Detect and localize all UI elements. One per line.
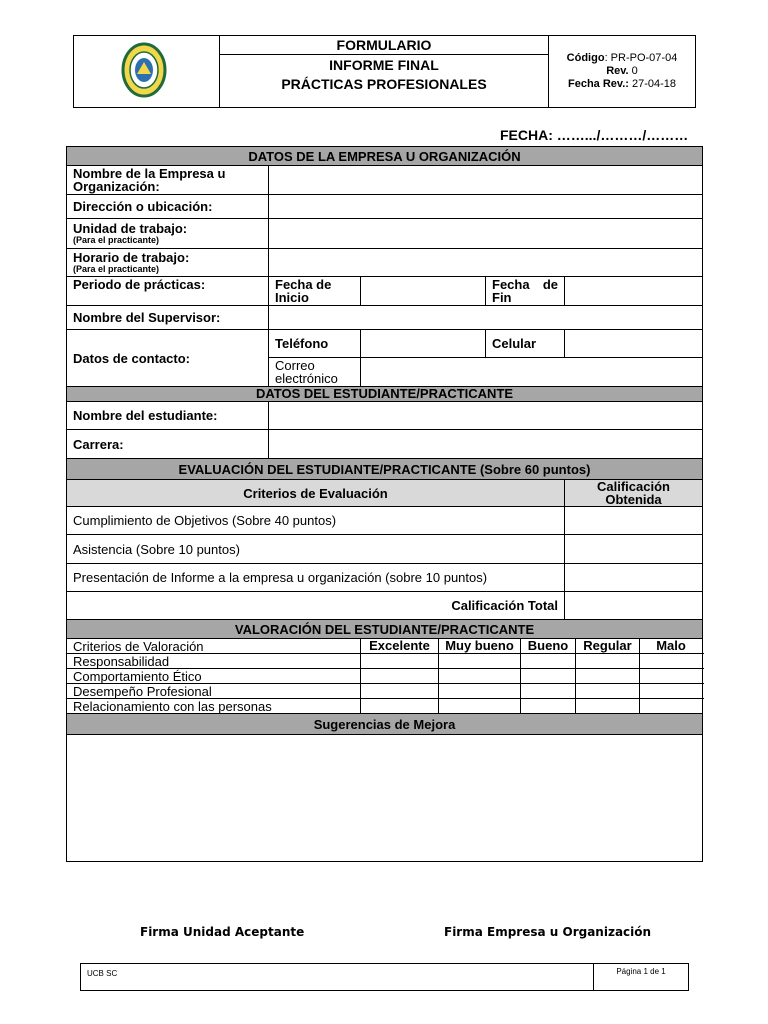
periodo-label: Periodo de prácticas: (67, 277, 269, 306)
rating-cell[interactable] (576, 669, 640, 683)
estudiante-nombre-label: Nombre del estudiante: (67, 402, 269, 430)
rating-cell[interactable] (439, 654, 521, 668)
rating-cell[interactable] (361, 669, 439, 683)
contacto-label: Datos de contacto: (67, 330, 269, 387)
rating-cell[interactable] (361, 654, 439, 668)
rating-cell[interactable] (576, 699, 640, 713)
valoracion-columns-row (361, 639, 702, 653)
fecha-fin-field[interactable] (565, 277, 703, 306)
valoracion-row-cells (361, 699, 703, 714)
rev-line (549, 65, 695, 78)
sugerencias-field[interactable] (67, 735, 703, 862)
university-seal-logo (121, 42, 167, 98)
empresa-section-header: DATOS DE LA EMPRESA U ORGANIZACIÓN (67, 147, 703, 166)
rating-cell[interactable] (576, 684, 640, 698)
fecha-inicio-field[interactable] (361, 277, 486, 306)
rating-cell[interactable] (521, 699, 576, 713)
criterio-presentacion: Presentación de Informe a la empresa u organización (sobre 10 puntos) (67, 564, 565, 592)
criterio-objetivos: Cumplimiento de Objetivos (Sobre 40 puntos) (67, 507, 565, 535)
correo-label: Correo electrónico (269, 358, 361, 387)
date-rev-value: 27-04-18 (628, 78, 677, 90)
col-excelente: Excelente (361, 639, 439, 653)
col-malo: Malo (656, 638, 686, 653)
rating-cell[interactable] (361, 699, 439, 713)
form-subtitle-line2: PRÁCTICAS PROFESIONALES (281, 76, 487, 92)
telefono-label: Teléfono (269, 330, 361, 358)
horario-trabajo-field[interactable] (269, 249, 703, 277)
direccion-field[interactable] (269, 195, 703, 219)
rating-cell[interactable] (640, 669, 702, 683)
calificacion-total-field[interactable] (565, 592, 703, 620)
unidad-trabajo-field[interactable] (269, 219, 703, 249)
rating-cell[interactable] (361, 684, 439, 698)
valoracion-relacionamiento: Relacionamiento con las personas (67, 699, 361, 714)
calificacion-total-label: Calificación Total (67, 592, 565, 620)
valoracion-responsabilidad: Responsabilidad (67, 654, 361, 669)
rating-cell[interactable] (439, 669, 521, 683)
valoracion-desempeno: Desempeño Profesional (67, 684, 361, 699)
criterio-asistencia: Asistencia (Sobre 10 puntos) (67, 535, 565, 564)
firma-empresa: Firma Empresa u Organización (444, 925, 652, 939)
correo-field[interactable] (361, 358, 703, 387)
valoracion-row-cells (361, 684, 703, 699)
fecha-fin-label: Fecha de Fin (486, 277, 565, 306)
report-form-table (66, 146, 703, 862)
col-bueno: Bueno (521, 639, 576, 653)
unidad-trabajo-note: (Para el practicante) (73, 234, 160, 245)
carrera-field[interactable] (269, 430, 703, 459)
rating-cell[interactable] (576, 654, 640, 668)
criterios-valoracion-header: Criterios de Valoración (67, 639, 361, 654)
celular-field[interactable] (565, 330, 703, 358)
empresa-nombre-field[interactable] (269, 166, 703, 195)
form-type-title: FORMULARIO (220, 36, 548, 55)
horario-trabajo-note: (Para el practicante) (73, 263, 160, 274)
estudiante-section-header: DATOS DEL ESTUDIANTE/PRACTICANTE (67, 387, 703, 402)
code-line (549, 52, 695, 65)
horario-trabajo-label: Horario de trabajo: (73, 249, 190, 265)
unidad-trabajo-cell (67, 219, 269, 249)
code-value: : PR-PO-07-04 (604, 52, 678, 64)
footer-page-number: Página 1 de 1 (593, 964, 688, 990)
document-header (73, 35, 696, 108)
fecha-inicio-label: Fecha de Inicio (269, 277, 361, 306)
rating-cell[interactable] (640, 699, 702, 713)
valoracion-row-cells (361, 654, 703, 669)
valoracion-section-header: VALORACIÓN DEL ESTUDIANTE/PRACTICANTE (67, 620, 703, 639)
rating-cell[interactable] (521, 669, 576, 683)
calificacion-presentacion-field[interactable] (565, 564, 703, 592)
empresa-nombre-label: Nombre de la Empresa u Organización: (67, 166, 269, 195)
title-cell (220, 36, 549, 107)
horario-trabajo-cell (67, 249, 269, 277)
rating-cell[interactable] (640, 684, 702, 698)
valoracion-comportamiento: Comportamiento Ético (67, 669, 361, 684)
rating-cell[interactable] (439, 684, 521, 698)
carrera-label: Carrera: (67, 430, 269, 459)
rating-cell[interactable] (640, 654, 702, 668)
rating-cell[interactable] (521, 654, 576, 668)
firma-unidad-aceptante: Firma Unidad Aceptante (140, 925, 305, 939)
code-label: Código (566, 52, 605, 64)
rev-label: Rev. (606, 65, 629, 77)
calificacion-asistencia-field[interactable] (565, 535, 703, 564)
unidad-trabajo-label: Unidad de trabajo: (73, 220, 188, 236)
valoracion-row-cells (361, 669, 703, 684)
col-regular: Regular (576, 639, 640, 653)
estudiante-nombre-field[interactable] (269, 402, 703, 430)
supervisor-field[interactable] (269, 306, 703, 330)
form-subtitle-line1: INFORME FINAL (329, 57, 439, 73)
sugerencias-section-header: Sugerencias de Mejora (67, 714, 703, 735)
rev-value: 0 (628, 65, 638, 77)
valoracion-columns (361, 639, 703, 654)
fecha-field[interactable]: FECHA: …….../………/……… (500, 127, 689, 143)
rating-cell[interactable] (439, 699, 521, 713)
rating-cell[interactable] (521, 684, 576, 698)
date-rev-line (549, 78, 695, 91)
supervisor-label: Nombre del Supervisor: (67, 306, 269, 330)
logo-cell (74, 36, 220, 107)
footer-org: UCB SC (87, 969, 118, 978)
celular-label: Celular (486, 330, 565, 358)
calificacion-objetivos-field[interactable] (565, 507, 703, 535)
criterios-evaluacion-header: Criterios de Evaluación (67, 480, 565, 507)
date-rev-label: Fecha Rev.: (567, 78, 629, 90)
col-muy-bueno: Muy bueno (439, 639, 521, 653)
telefono-field[interactable] (361, 330, 486, 358)
direccion-label: Dirección o ubicación: (67, 195, 269, 219)
evaluacion-section-header: EVALUACIÓN DEL ESTUDIANTE/PRACTICANTE (Sobre 60 puntos) (67, 459, 703, 480)
document-code-cell (549, 36, 695, 107)
page-footer (80, 963, 689, 991)
calificacion-obtenida-header: Calificación Obtenida (565, 480, 703, 507)
